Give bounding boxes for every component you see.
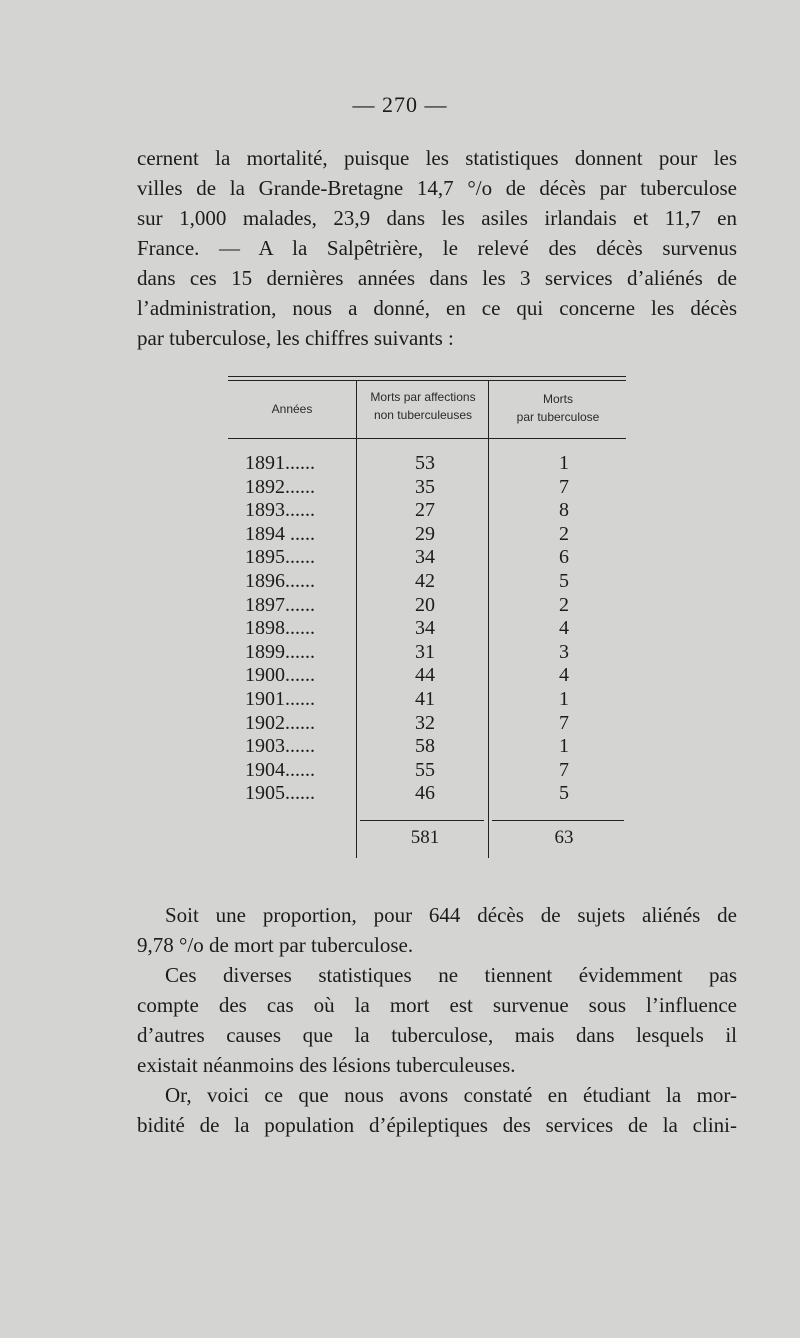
non-tuberculous-deaths-cell: 29: [415, 523, 435, 545]
non-tuberculous-deaths-cell: 34: [415, 546, 435, 568]
year-cell: 1896......: [245, 570, 315, 592]
year-cell: 1894 .....: [245, 523, 315, 545]
text-line: 9,78 °/o de mort par tuberculose.: [137, 933, 414, 957]
header-non-tuberculous-line1: Morts par affections: [370, 390, 476, 404]
text-line: Ces diverses statistiques ne tiennent évidemment pas: [165, 963, 737, 987]
tuberculosis-deaths-cell: 1: [559, 735, 569, 757]
text-line: villes de la Grande-Bretagne 14,7 °/o de décès par tuberculose: [137, 176, 737, 200]
year-cell: 1901......: [245, 688, 315, 710]
text-line: l’administration, nous a donné, en ce qui concerne les décès: [137, 296, 737, 320]
text-line: existait néanmoins des lésions tuberculeuses.: [137, 1053, 516, 1077]
text-line: compte des cas où la mort est survenue sous l’influence: [137, 993, 737, 1017]
year-cell: 1904......: [245, 759, 315, 781]
column-separator: [488, 380, 489, 858]
tuberculosis-deaths-cell: 3: [559, 641, 569, 663]
year-cell: 1905......: [245, 782, 315, 804]
tuberculosis-deaths-cell: 2: [559, 594, 569, 616]
total-tuberculosis: 63: [554, 827, 574, 848]
non-tuberculous-deaths-cell: 31: [415, 641, 435, 663]
tuberculosis-deaths-cell: 7: [559, 476, 569, 498]
non-tuberculous-deaths-cell: 41: [415, 688, 435, 710]
non-tuberculous-deaths-cell: 32: [415, 712, 435, 734]
year-cell: 1900......: [245, 664, 315, 686]
tuberculosis-deaths-cell: 1: [559, 452, 569, 474]
text-line: Or, voici ce que nous avons constaté en étudiant la mor-: [165, 1083, 737, 1107]
page-number: — 270 —: [352, 92, 448, 117]
tuberculosis-deaths-cell: 4: [559, 617, 569, 639]
text-line: Soit une proportion, pour 644 décès de sujets aliénés de: [165, 903, 737, 927]
year-cell: 1897......: [245, 594, 315, 616]
total-rule: [492, 820, 624, 821]
year-cell: 1903......: [245, 735, 315, 757]
year-cell: 1893......: [245, 499, 315, 521]
text-line: cernent la mortalité, puisque les statistiques donnent pour les: [137, 146, 737, 170]
non-tuberculous-deaths-cell: 53: [415, 452, 435, 474]
text-line: bidité de la population d’épileptiques des services de la clini-: [137, 1113, 737, 1137]
non-tuberculous-deaths-cell: 58: [415, 735, 435, 757]
text-line: par tuberculose, les chiffres suivants :: [137, 326, 454, 350]
tuberculosis-deaths-cell: 7: [559, 759, 569, 781]
header-years: Années: [271, 402, 313, 416]
non-tuberculous-deaths-cell: 34: [415, 617, 435, 639]
tuberculosis-deaths-cell: 2: [559, 523, 569, 545]
non-tuberculous-deaths-cell: 27: [415, 499, 435, 521]
table-top-rule: [228, 376, 626, 377]
non-tuberculous-deaths-cell: 44: [415, 664, 435, 686]
year-cell: 1895......: [245, 546, 315, 568]
text-line: d’autres causes que la tuberculose, mais dans lesquels il: [137, 1023, 737, 1047]
text-line: dans ces 15 dernières années dans les 3 services d’aliénés de: [137, 266, 737, 290]
year-cell: 1892......: [245, 476, 315, 498]
non-tuberculous-deaths-cell: 35: [415, 476, 435, 498]
text-line: sur 1,000 malades, 23,9 dans les asiles irlandais et 11,7 en: [137, 206, 737, 230]
tuberculosis-deaths-cell: 5: [559, 570, 569, 592]
tuberculosis-deaths-cell: 5: [559, 782, 569, 804]
non-tuberculous-deaths-cell: 46: [415, 782, 435, 804]
header-non-tuberculous-line2: non tuberculeuses: [373, 408, 473, 422]
year-cell: 1902......: [245, 712, 315, 734]
tuberculosis-deaths-cell: 8: [559, 499, 569, 521]
tuberculosis-deaths-cell: 7: [559, 712, 569, 734]
year-cell: 1898......: [245, 617, 315, 639]
non-tuberculous-deaths-cell: 42: [415, 570, 435, 592]
total-rule: [360, 820, 484, 821]
non-tuberculous-deaths-cell: 55: [415, 759, 435, 781]
non-tuberculous-deaths-cell: 20: [415, 594, 435, 616]
year-cell: 1891......: [245, 452, 315, 474]
header-bottom-rule: [228, 438, 626, 439]
table-top-rule-2: [228, 380, 626, 381]
header-tuberculosis-line2: par tuberculose: [516, 410, 600, 424]
tuberculosis-deaths-cell: 1: [559, 688, 569, 710]
header-tuberculosis-line1: Morts: [543, 392, 573, 406]
tuberculosis-deaths-cell: 4: [559, 664, 569, 686]
total-non-tuberculous: 581: [410, 827, 440, 848]
text-line: France. — A la Salpêtrière, le relevé des décès survenus: [137, 236, 737, 260]
tuberculosis-deaths-cell: 6: [559, 546, 569, 568]
year-cell: 1899......: [245, 641, 315, 663]
closing-paragraphs: [137, 900, 737, 1140]
